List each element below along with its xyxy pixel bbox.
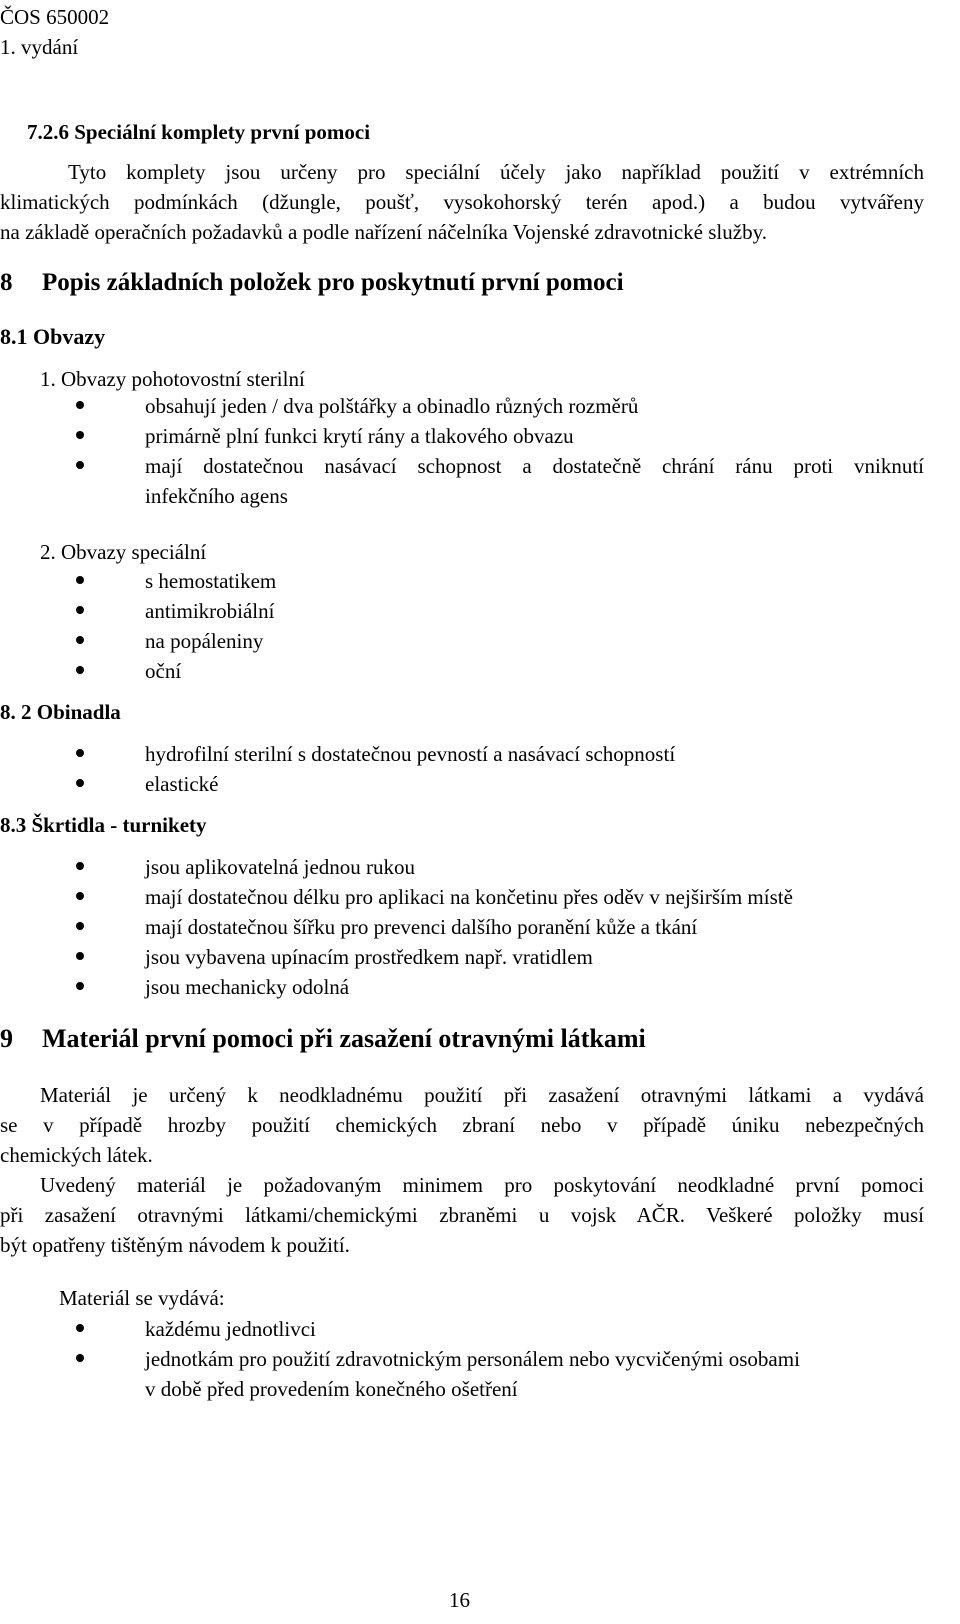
document-standard-number: ČOS 650002 (0, 5, 110, 29)
bullet-icon (76, 636, 84, 644)
bullet-icon (76, 749, 84, 757)
bullet-icon (76, 1324, 84, 1332)
section-9-paragraph-1-line-1: Materiál je určený k neodkladnému použití při zasažení otravnými látkami a vydává (40, 1083, 924, 1107)
bullet-icon (76, 461, 84, 469)
section-9-title: Materiál první pomoci při zasažení otravnými látkami (42, 1024, 646, 1053)
list-item: primárně plní funkci krytí rány a tlakového obvazu (145, 424, 574, 448)
list-item: jednotkám pro použití zdravotnickým personálem nebo vycvičenými osobami (145, 1347, 800, 1371)
list-item: jsou aplikovatelná jednou rukou (145, 855, 416, 879)
section-8-number: 8 (0, 269, 13, 296)
section-8-title: Popis základních položek pro poskytnutí první pomoci (42, 269, 624, 296)
list-item: elastické (145, 772, 219, 796)
bullet-icon (76, 982, 84, 990)
item-1-label: 1. Obvazy pohotovostní sterilní (40, 367, 305, 391)
bullet-icon (76, 666, 84, 674)
bullet-icon (76, 1354, 84, 1362)
section-7-2-6-paragraph-line-2: klimatických podmínkách (džungle, poušť, vysokohorský terén apod.) a budou vytvářeny (0, 190, 924, 214)
bullet-icon (76, 576, 84, 584)
list-item: obsahují jeden / dva polštářky a obinadlo různých rozměrů (145, 394, 639, 418)
bullet-icon (76, 952, 84, 960)
section-7-2-6-paragraph-line-1: Tyto komplety jsou určeny pro speciální účely jako například použití v extrémních (68, 160, 924, 184)
bullet-icon (76, 892, 84, 900)
page-number: 16 (449, 1588, 470, 1612)
list-item: jsou mechanicky odolná (145, 975, 350, 999)
section-9-paragraph-2-line-3: být opatřeny tištěným návodem k použití. (0, 1233, 350, 1257)
section-8-2-heading: 8. 2 Obinadla (0, 700, 121, 724)
section-9-paragraph-2-line-1: Uvedený materiál je požadovaným minimem pro poskytování neodkladné první pomoci (40, 1173, 924, 1197)
list-item-continuation: infekčního agens (145, 484, 288, 508)
list-item: na popáleniny (145, 629, 264, 653)
list-item: oční (145, 659, 182, 683)
bullet-icon (76, 862, 84, 870)
section-8-1-heading: 8.1 Obvazy (0, 324, 106, 349)
document-edition: 1. vydání (0, 35, 79, 59)
item-2-label: 2. Obvazy speciální (40, 540, 207, 564)
section-9-number: 9 (0, 1024, 13, 1053)
list-item: jsou vybavena upínacím prostředkem např. vratidlem (145, 945, 593, 969)
section-7-2-6-heading: 7.2.6 Speciální komplety první pomoci (27, 120, 371, 144)
bullet-icon (76, 401, 84, 409)
list-item-continuation: v době před provedením konečného ošetření (145, 1377, 518, 1401)
section-7-2-6-paragraph-line-3: na základě operačních požadavků a podle nařízení náčelníka Vojenské zdravotnické služby. (0, 220, 767, 244)
bullet-icon (76, 779, 84, 787)
list-item: mají dostatečnou šířku pro prevenci dalšího poranění kůže a tkání (145, 915, 698, 939)
section-9-paragraph-2-line-2: při zasažení otravnými látkami/chemickými zbraněmi u vojsk AČR. Veškeré položky musí (0, 1203, 924, 1227)
list-item: hydrofilní sterilní s dostatečnou pevností a nasávací schopností (145, 742, 676, 766)
section-9-paragraph-1-line-2: se v případě hrozby použití chemických zbraní nebo v případě úniku nebezpečných (0, 1113, 924, 1137)
section-8-3-heading: 8.3 Škrtidla - turnikety (0, 813, 207, 837)
issued-label: Materiál se vydává: (59, 1286, 225, 1310)
list-item: antimikrobiální (145, 599, 275, 623)
section-9-paragraph-1-line-3: chemických látek. (0, 1143, 153, 1167)
bullet-icon (76, 922, 84, 930)
list-item: s hemostatikem (145, 569, 277, 593)
list-item: každému jednotlivci (145, 1317, 316, 1341)
list-item: mají dostatečnou délku pro aplikaci na končetinu přes oděv v nejširším místě (145, 885, 793, 909)
list-item: mají dostatečnou nasávací schopnost a dostatečně chrání ránu proti vniknutí (145, 454, 924, 478)
bullet-icon (76, 606, 84, 614)
bullet-icon (76, 431, 84, 439)
